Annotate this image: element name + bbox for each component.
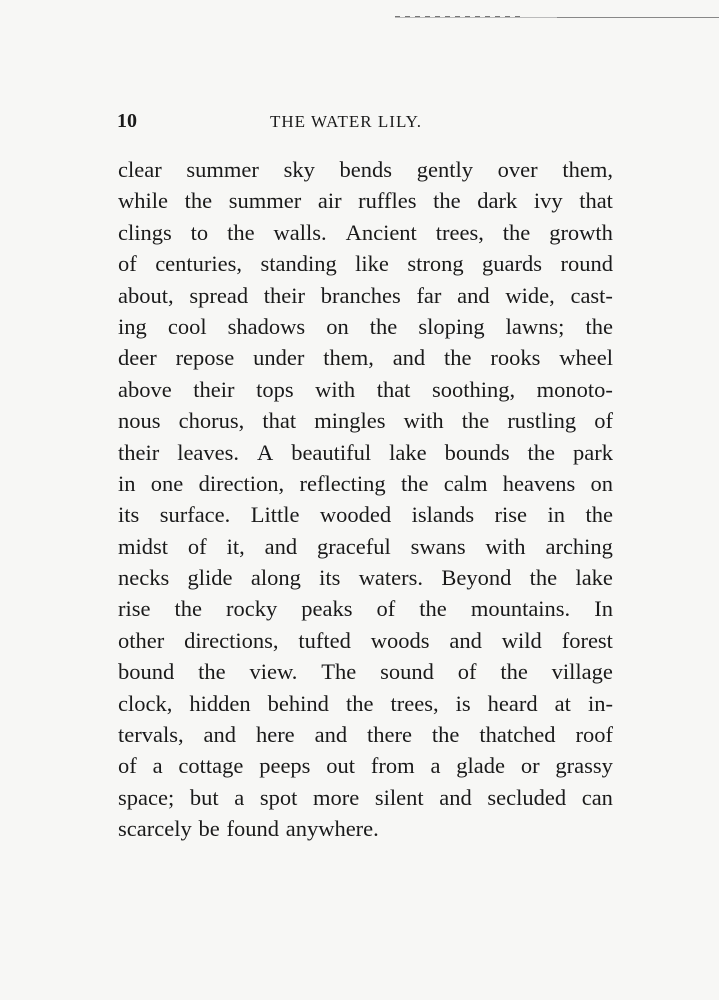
text-line	[118, 813, 613, 844]
word: can	[581, 784, 613, 810]
text-line	[118, 656, 613, 687]
word: more	[313, 784, 360, 810]
text-line	[118, 593, 613, 624]
word: Ancient	[345, 219, 417, 245]
text-line	[118, 248, 613, 279]
word: found	[226, 816, 279, 842]
word: chorus,	[178, 408, 245, 434]
word: of	[187, 533, 207, 559]
word: mingles	[314, 408, 386, 434]
word: the	[419, 596, 447, 622]
word: here	[255, 722, 295, 748]
word: centuries,	[155, 251, 243, 277]
word: heavens	[502, 470, 576, 496]
word: that	[376, 376, 411, 402]
word: while	[118, 188, 168, 214]
word: thatched	[479, 722, 556, 748]
word: the	[527, 439, 556, 465]
word: beautiful	[291, 439, 372, 465]
word: islands	[411, 502, 475, 528]
word: there	[367, 722, 412, 748]
word: to	[190, 219, 209, 245]
word: cast-	[570, 282, 613, 308]
word: the	[345, 690, 374, 716]
word: with	[485, 533, 526, 559]
word: air	[317, 188, 342, 214]
word: ivy	[533, 188, 563, 214]
word: on	[590, 470, 613, 496]
word: the	[174, 596, 203, 622]
word: peaks	[301, 596, 353, 622]
word: grassy	[555, 753, 613, 779]
word: growth	[549, 219, 613, 245]
word: In	[594, 596, 613, 622]
word: trees,	[435, 219, 484, 245]
word: with	[403, 408, 444, 434]
word: of	[594, 408, 613, 434]
word: rocky	[226, 596, 278, 622]
word: in	[547, 502, 565, 528]
word: over	[497, 157, 538, 182]
word: forest	[561, 627, 613, 653]
word: along	[250, 565, 301, 591]
word: cottage	[178, 753, 244, 779]
word: and	[449, 627, 482, 653]
word: wild	[501, 627, 542, 653]
word: sound	[380, 659, 434, 685]
word: soothing,	[431, 376, 516, 402]
word: space;	[118, 784, 175, 810]
word: a	[430, 753, 441, 779]
word: cool	[167, 313, 207, 339]
word: it,	[226, 533, 245, 559]
word: rise	[494, 502, 528, 528]
word: with	[315, 376, 356, 402]
word: and	[264, 533, 298, 559]
word: tervals,	[118, 722, 184, 748]
word: summer	[228, 188, 302, 214]
word: the	[461, 408, 490, 434]
word: mountains.	[470, 596, 571, 622]
word: repose	[175, 345, 235, 371]
text-line	[118, 311, 613, 342]
word: the	[431, 722, 460, 748]
word: hidden	[189, 690, 251, 716]
word: a	[152, 753, 163, 779]
word: wooded	[319, 502, 392, 528]
text-line	[118, 405, 613, 436]
word: the	[400, 470, 429, 496]
word: of	[457, 659, 477, 685]
text-line	[118, 468, 613, 499]
word: lake	[575, 565, 613, 591]
text-line	[118, 154, 613, 185]
word: lake	[389, 439, 427, 465]
word: their	[118, 439, 160, 465]
word: calm	[443, 470, 488, 496]
word: wide,	[505, 282, 555, 308]
word: secluded	[487, 784, 567, 810]
word: one	[150, 470, 184, 496]
word: leaves.	[177, 439, 240, 465]
word: be	[198, 816, 220, 842]
word: the	[585, 502, 613, 528]
word: that	[579, 188, 613, 214]
word: walls.	[273, 219, 327, 245]
word: from	[370, 753, 415, 779]
word: surface.	[159, 502, 231, 528]
word: waters.	[358, 565, 424, 591]
word: under	[253, 345, 305, 371]
word: clock,	[118, 690, 173, 716]
word: dark	[477, 188, 518, 214]
word: clings	[118, 219, 172, 245]
word: them,	[323, 345, 374, 371]
word: their	[193, 376, 235, 402]
word: the	[502, 219, 531, 245]
word: guards	[482, 251, 543, 277]
text-line	[118, 342, 613, 373]
word: the	[369, 313, 398, 339]
word: or	[520, 753, 540, 779]
word: lawns;	[505, 313, 565, 339]
word: that	[262, 408, 297, 434]
word: spot	[259, 784, 298, 810]
text-line	[118, 750, 613, 781]
word: shadows	[227, 313, 306, 339]
word: bends	[339, 157, 393, 182]
word: about,	[118, 282, 174, 308]
text-line	[118, 719, 613, 750]
text-line	[118, 280, 613, 311]
word: in	[118, 470, 136, 496]
text-line	[118, 217, 613, 248]
word: scarcely	[118, 816, 192, 842]
word: A	[256, 439, 274, 465]
word: bounds	[444, 439, 510, 465]
word: rustling	[507, 408, 577, 434]
word: the	[433, 188, 461, 214]
word: sloping	[418, 313, 485, 339]
word: branches	[320, 282, 401, 308]
word: deer	[118, 345, 157, 371]
word: round	[560, 251, 613, 277]
word: like	[355, 251, 389, 277]
word: Beyond	[441, 565, 512, 591]
word: strong	[407, 251, 464, 277]
word: sky	[283, 157, 315, 182]
word: and	[314, 722, 348, 748]
word: ruffles	[358, 188, 417, 214]
word: ing	[118, 313, 147, 339]
word: bound	[118, 659, 175, 685]
running-title: THE WATER LILY.	[270, 112, 422, 131]
word: glade	[456, 753, 505, 779]
text-line	[118, 562, 613, 593]
word: clear	[118, 157, 162, 182]
word: woods	[370, 627, 430, 653]
word: graceful	[317, 533, 391, 559]
word: its	[118, 502, 140, 528]
word: gently	[416, 157, 473, 182]
word: the	[529, 565, 558, 591]
text-line	[118, 437, 613, 468]
word: necks	[118, 565, 170, 591]
word: of	[376, 596, 396, 622]
word: tufted	[298, 627, 351, 653]
text-line	[118, 185, 613, 216]
word: summer	[186, 157, 259, 182]
word: anywhere.	[285, 816, 379, 842]
page-number: 10	[117, 110, 137, 132]
word: and	[203, 722, 237, 748]
word: of	[118, 753, 137, 779]
word: the	[444, 345, 472, 371]
word: rise	[118, 596, 151, 622]
word: village	[551, 659, 613, 685]
word: their	[263, 282, 306, 308]
word: park	[572, 439, 613, 465]
word: tops	[256, 376, 294, 402]
word: the	[227, 219, 255, 245]
body-text	[118, 154, 613, 845]
word: out	[326, 753, 356, 779]
word: above	[118, 376, 172, 402]
word: heard	[487, 690, 538, 716]
word: behind	[267, 690, 329, 716]
text-line	[118, 374, 613, 405]
text-line	[118, 499, 613, 530]
word: arching	[545, 533, 613, 559]
word: a	[234, 784, 245, 810]
word: peeps	[259, 753, 311, 779]
word: rooks	[490, 345, 541, 371]
word: at	[554, 690, 571, 716]
word: direction,	[198, 470, 285, 496]
word: but	[189, 784, 219, 810]
word: roof	[575, 722, 613, 748]
word: and	[439, 784, 472, 810]
word: other	[118, 627, 165, 653]
word: directions,	[184, 627, 279, 653]
word: The	[321, 659, 357, 685]
word: silent	[374, 784, 424, 810]
word: is	[455, 690, 471, 716]
word: the	[198, 659, 226, 685]
word: monoto-	[536, 376, 613, 402]
word: the	[184, 188, 213, 214]
word: them,	[562, 157, 613, 182]
word: view.	[249, 659, 298, 685]
word: far	[416, 282, 442, 308]
text-line	[118, 688, 613, 719]
word: of	[118, 251, 137, 277]
word: Little	[250, 502, 300, 528]
text-line	[118, 782, 613, 813]
word: standing	[260, 251, 337, 277]
word: its	[319, 565, 341, 591]
word: and	[392, 345, 426, 371]
word: swans	[410, 533, 466, 559]
word: the	[500, 659, 528, 685]
word: nous	[118, 408, 161, 434]
word: glide	[187, 565, 233, 591]
word: spread	[189, 282, 249, 308]
word: trees,	[390, 690, 439, 716]
word: in-	[587, 690, 613, 716]
word: midst	[118, 533, 169, 559]
word: reflecting	[299, 470, 386, 496]
text-line	[118, 625, 613, 656]
scan-edge-rule	[395, 17, 719, 18]
word: the	[585, 313, 613, 339]
word: on	[326, 313, 349, 339]
word: and	[457, 282, 490, 308]
word: wheel	[559, 345, 613, 371]
text-line	[118, 531, 613, 562]
